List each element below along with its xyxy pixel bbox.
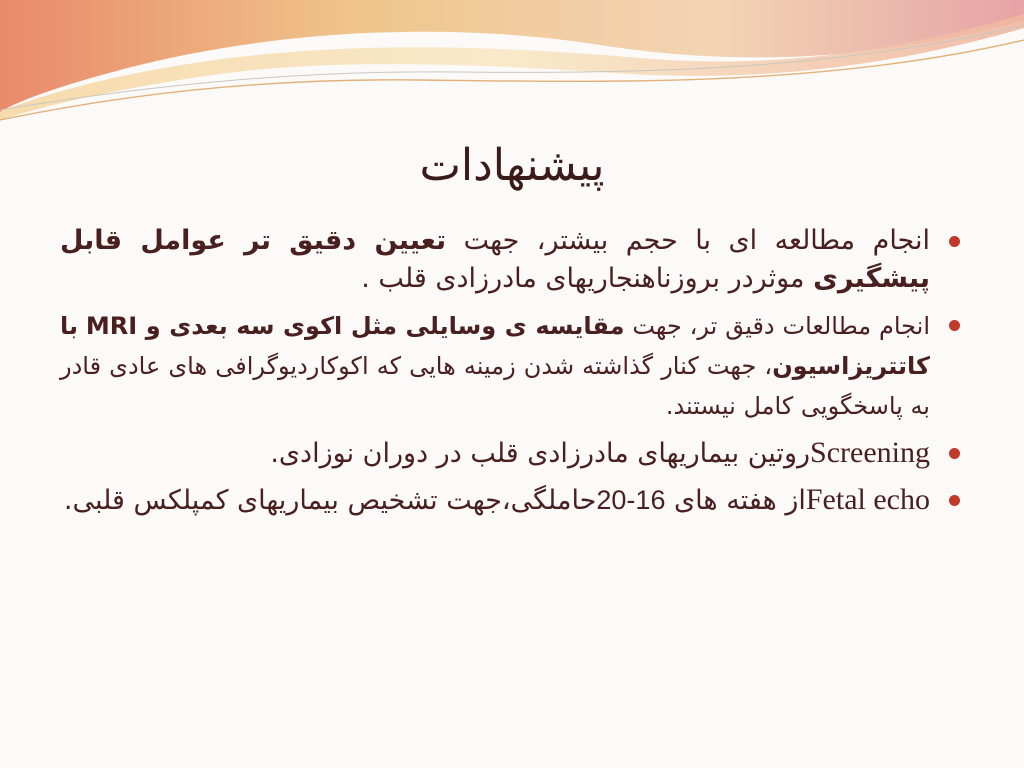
bullet-3-text: روتین بیماریهای مادرزادی قلب در دوران نوزادی. — [270, 438, 811, 469]
bullet-4-number: 16-20 — [596, 485, 666, 515]
bullet-dot-icon — [949, 495, 960, 506]
bullet-dot-icon — [949, 236, 960, 247]
bullet-4-latin: Fetal echo — [805, 483, 930, 516]
bullet-item-3 — [60, 434, 962, 473]
bullet-dot-icon — [949, 320, 960, 331]
bullet-item-1 — [60, 222, 962, 298]
bullet-2-text: انجام مطالعات دقیق تر، جهت — [624, 312, 930, 340]
bullet-list — [60, 222, 962, 528]
bullet-3-latin: Screening — [810, 436, 930, 469]
bullet-1-text: انجام مطالعه ای با حجم بیشتر، جهت — [446, 225, 930, 256]
bullet-1-bold: تعیین دقیق تر عوامل قابل پیشگیری — [60, 225, 930, 294]
bullet-2-text-end: ، جهت کنار گذاشته شدن زمینه هایی که اکوکاردیوگرافی های عادی قادر به پاسخگویی کامل نیستند. — [60, 352, 930, 420]
header-wave-decoration — [0, 0, 1024, 130]
bullet-dot-icon — [949, 448, 960, 459]
bullet-4-text: از هفته های — [665, 485, 806, 516]
bullet-2-bold-2: با کاتتریزاسیون — [60, 312, 930, 380]
bullet-item-2 — [60, 306, 962, 426]
bullet-2-bold-1: مقایسه ی وسایلی مثل اکوی سه بعدی و MRI — [85, 312, 625, 340]
bullet-4-text-end: حاملگی،جهت تشخیص بیماریهای کمپلکس قلبی. — [63, 485, 597, 516]
bullet-item-4 — [60, 481, 962, 520]
bullet-1-text-end: موثردر بروزناهنجاریهای مادرزادی قلب . — [361, 263, 814, 294]
slide-title: پیشنهادات — [419, 140, 605, 191]
